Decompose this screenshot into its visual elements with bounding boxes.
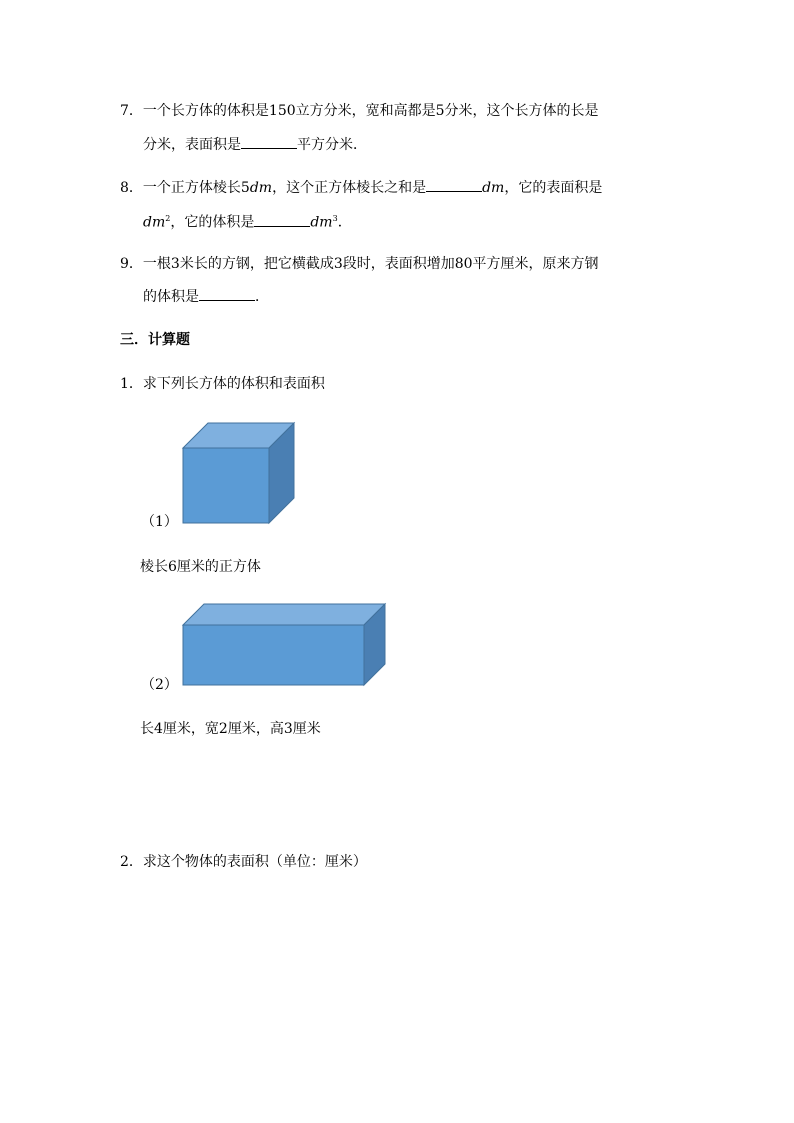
q9-line2 xyxy=(143,286,269,307)
q7-answer-blank[interactable] xyxy=(241,134,297,149)
q7-text-a: 分米，表面积是 xyxy=(143,137,241,153)
q9-line1: 9．一根3米长的方钢，把它横截成3段时，表面积增加80平方厘米，原来方钢 xyxy=(120,256,599,272)
cuboid-figure xyxy=(180,602,390,688)
q8-unit-dm-3: dm xyxy=(143,214,166,231)
q7-text-b: 平方分米． xyxy=(297,137,367,153)
q8-unit-dm: dm xyxy=(249,180,273,196)
q8-sup-2: 2 xyxy=(165,214,171,223)
cube-front-face xyxy=(183,448,269,523)
fig2-caption: 长4厘米，宽2厘米，高3厘米 xyxy=(140,721,321,737)
q8-text-end: ． xyxy=(337,214,352,231)
q8-sup-3: 3 xyxy=(332,214,338,223)
calc1-title: 1．求下列长方体的体积和表面积 xyxy=(120,376,325,392)
q8-line2 xyxy=(143,209,352,233)
calc2-title: 2．求这个物体的表面积（单位：厘米） xyxy=(120,854,367,870)
cuboid-top-face xyxy=(183,604,385,625)
q9-text-end: ． xyxy=(255,289,269,305)
q8-volume-blank[interactable] xyxy=(254,212,310,227)
cube-figure xyxy=(180,420,300,526)
q7-line2 xyxy=(143,134,367,155)
q8-unit-dm-2: dm xyxy=(482,180,505,196)
q9-answer-blank[interactable] xyxy=(199,286,255,301)
fig1-caption: 棱长6厘米的正方体 xyxy=(140,559,261,575)
q8-unit-dm-4: dm xyxy=(310,214,333,231)
fig2-label: （2） xyxy=(141,677,178,693)
q9-text-a: 的体积是 xyxy=(143,289,199,305)
q7-line1: 7．一个长方体的体积是150立方分米，宽和高都是5分米，这个长方体的长是 xyxy=(120,103,599,119)
fig1-label: （1） xyxy=(141,514,178,530)
q8-text-c: ，它的表面积是 xyxy=(504,180,603,196)
q8-edge-sum-blank[interactable] xyxy=(426,177,482,192)
cuboid-front-face xyxy=(183,625,364,685)
q8-text-a: 8．一个正方体棱长5 xyxy=(120,180,250,196)
q8-text-b: ，这个正方体棱长之和是 xyxy=(272,180,427,196)
q8-text-d: ，它的体积是 xyxy=(170,214,255,231)
q8-line1 xyxy=(120,177,602,198)
section-title: 三．计算题 xyxy=(120,332,190,348)
